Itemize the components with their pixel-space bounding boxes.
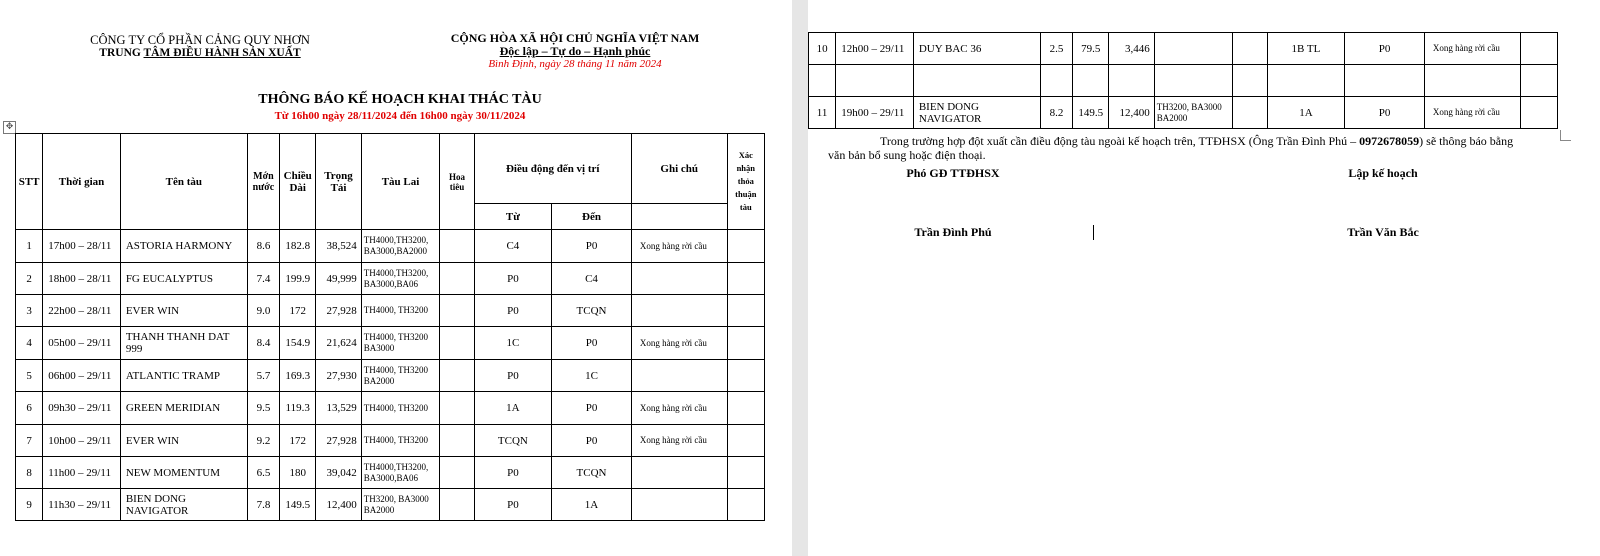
document-page-2 (808, 0, 1600, 556)
place-date: Bình Định, ngày 28 tháng 11 năm 2024 (488, 58, 662, 70)
text-cursor (1093, 225, 1094, 240)
cell-time: 11h00 – 29/11 (43, 457, 121, 489)
cell-ship-name: EVER WIN (120, 425, 247, 457)
cell-to: P0 (1345, 97, 1425, 129)
cell-to (1345, 65, 1425, 97)
cell-length: 182.8 (280, 230, 316, 263)
cell-tonnage: 12,400 (1109, 97, 1154, 129)
signer2-name: Trần Văn Bắc (1347, 225, 1419, 239)
cell-length: 172 (280, 295, 316, 327)
cell-from: C4 (474, 230, 552, 263)
cell-stt: 3 (16, 295, 43, 327)
cell-length: 149.5 (280, 489, 316, 521)
cell-draft: 5.7 (247, 360, 279, 392)
cell-pilot (440, 360, 474, 392)
cell-tonnage: 39,042 (316, 457, 361, 489)
cell-from: P0 (474, 360, 552, 392)
cell-tonnage: 38,524 (316, 230, 361, 263)
cell-ship-name: NEW MOMENTUM (120, 457, 247, 489)
cell-pilot (1233, 65, 1267, 97)
header-draft: Mớn nước (247, 134, 279, 230)
cell-to: P0 (552, 425, 632, 457)
cell-note (631, 295, 727, 327)
company-name: CÔNG TY CỔ PHẦN CẢNG QUY NHƠN (90, 33, 310, 47)
cell-length: 199.9 (280, 263, 316, 295)
header-note-empty (631, 204, 727, 230)
cell-tonnage: 21,624 (316, 327, 361, 360)
cell-ship-name: ATLANTIC TRAMP (120, 360, 247, 392)
header-to: Đến (552, 204, 632, 230)
cell-ship-name: BIEN DONG NAVIGATOR (120, 489, 247, 521)
table-move-handle-icon[interactable]: ✥ (3, 121, 16, 134)
ship-plan-rows-continued (809, 33, 1558, 129)
ship-plan-rows (16, 230, 765, 521)
cell-confirm (727, 230, 764, 263)
cell-length: 180 (280, 457, 316, 489)
national-title: CỘNG HÒA XÃ HỘI CHỦ NGHĨA VIỆT NAM (450, 31, 700, 45)
cell-tug (1154, 33, 1233, 65)
cell-ship-name: DUY BAC 36 (913, 33, 1040, 65)
cell-tonnage: 12,400 (316, 489, 361, 521)
header-length: Chiều Dài (280, 134, 316, 230)
header-stt: STT (16, 134, 43, 230)
cell-draft: 6.5 (247, 457, 279, 489)
cell-note: Xong hàng rời cầu (631, 425, 727, 457)
cell-time: 11h30 – 29/11 (43, 489, 121, 521)
contact-phone: 0972678059 (1359, 134, 1420, 148)
cell-length: 169.3 (280, 360, 316, 392)
footer-note: Trong trường hợp đột xuất cần điều động tàu ngoài kế hoạch trên, TTĐHSX (Ông Trần Đình Phú – 0972678059) sẽ thông báo bằng văn bản bổ sung hoặc điện thoại. (828, 134, 1514, 162)
cell-draft: 9.2 (247, 425, 279, 457)
cell-pilot (1233, 97, 1267, 129)
header-move-to-position: Điều động đến vị trí (474, 134, 631, 204)
cell-confirm (727, 392, 764, 425)
cell-tug (1154, 65, 1233, 97)
cell-time: 10h00 – 29/11 (43, 425, 121, 457)
cell-note: Xong hàng rời cầu (631, 327, 727, 360)
header-from: Từ (474, 204, 552, 230)
cell-stt: 1 (16, 230, 43, 263)
signer1-title: Phó GĐ TTĐHSX (906, 166, 1000, 180)
company-department: TRUNG TÂM ĐIỀU HÀNH SẢN XUẤT (99, 47, 301, 59)
cell-note (631, 263, 727, 295)
cell-length: 149.5 (1073, 97, 1109, 129)
cell-confirm (1520, 33, 1557, 65)
cell-tug: TH4000,TH3200, BA3000,BA2000 (361, 230, 440, 263)
cell-pilot (1233, 33, 1267, 65)
cell-note (631, 457, 727, 489)
cell-to: P0 (552, 392, 632, 425)
signer2-title: Lập kế hoạch (1348, 166, 1418, 180)
cell-length: 172 (280, 425, 316, 457)
table-row (16, 295, 765, 327)
cell-draft: 7.4 (247, 263, 279, 295)
table-row (16, 457, 765, 489)
cell-pilot (440, 230, 474, 263)
cell-draft: 9.5 (247, 392, 279, 425)
table-row (16, 327, 765, 360)
document-title: THÔNG BÁO KẾ HOẠCH KHAI THÁC TÀU (258, 92, 542, 107)
cell-from: P0 (474, 295, 552, 327)
cell-tug: TH4000,TH3200, BA3000,BA06 (361, 457, 440, 489)
cell-stt: 10 (809, 33, 836, 65)
cell-ship-name: EVER WIN (120, 295, 247, 327)
cell-from: 1B TL (1267, 33, 1345, 65)
cell-to: TCQN (552, 295, 632, 327)
cell-tug: TH4000, TH3200 (361, 425, 440, 457)
cell-confirm (727, 295, 764, 327)
header-tonnage: Trọng Tải (316, 134, 361, 230)
cell-pilot (440, 457, 474, 489)
cell-to: P0 (1345, 33, 1425, 65)
cell-time: 05h00 – 29/11 (43, 327, 121, 360)
cell-confirm (727, 425, 764, 457)
cell-tug: TH4000, TH3200 BA3000 (361, 327, 440, 360)
cell-draft: 7.8 (247, 489, 279, 521)
cell-time: 19h00 – 29/11 (836, 97, 914, 129)
header-pilot: Hoa tiêu (440, 134, 474, 230)
cell-note (631, 360, 727, 392)
cell-stt: 4 (16, 327, 43, 360)
cell-confirm (727, 457, 764, 489)
page-corner-mark (1560, 130, 1571, 141)
cell-stt: 2 (16, 263, 43, 295)
cell-stt: 6 (16, 392, 43, 425)
cell-time: 12h00 – 29/11 (836, 33, 914, 65)
cell-confirm (1520, 65, 1557, 97)
cell-to: TCQN (552, 457, 632, 489)
cell-length (1073, 65, 1109, 97)
header-note: Ghi chú (631, 134, 727, 204)
cell-to: 1A (552, 489, 632, 521)
table-row (809, 97, 1558, 129)
cell-draft (1040, 65, 1072, 97)
cell-confirm (727, 327, 764, 360)
cell-note (631, 489, 727, 521)
header-tug: Tàu Lai (361, 134, 440, 230)
cell-length: 119.3 (280, 392, 316, 425)
cell-draft: 8.6 (247, 230, 279, 263)
cell-to: P0 (552, 230, 632, 263)
cell-note: Xong hàng rời cầu (1424, 97, 1520, 129)
cell-from: 1A (1267, 97, 1345, 129)
cell-time: 18h00 – 28/11 (43, 263, 121, 295)
document-page-1 (0, 0, 792, 556)
cell-time: 09h30 – 29/11 (43, 392, 121, 425)
cell-to: C4 (552, 263, 632, 295)
cell-pilot (440, 425, 474, 457)
cell-note (1424, 65, 1520, 97)
cell-tonnage: 49,999 (316, 263, 361, 295)
cell-note: Xong hàng rời cầu (631, 392, 727, 425)
cell-stt: 8 (16, 457, 43, 489)
cell-time: 17h00 – 28/11 (43, 230, 121, 263)
cell-pilot (440, 392, 474, 425)
table-row (16, 263, 765, 295)
cell-stt (809, 65, 836, 97)
national-motto: Độc lập – Tự do – Hạnh phúc (499, 44, 651, 58)
cell-ship-name: ASTORIA HARMONY (120, 230, 247, 263)
national-header (430, 32, 720, 71)
cell-draft: 2.5 (1040, 33, 1072, 65)
cell-stt: 11 (809, 97, 836, 129)
ship-plan-table (15, 133, 765, 521)
cell-tonnage: 27,928 (316, 295, 361, 327)
cell-tonnage: 13,529 (316, 392, 361, 425)
table-row (16, 230, 765, 263)
cell-from: P0 (474, 457, 552, 489)
cell-to: 1C (552, 360, 632, 392)
cell-tug: TH4000,TH3200, BA3000,BA06 (361, 263, 440, 295)
cell-draft: 8.2 (1040, 97, 1072, 129)
cell-to: P0 (552, 327, 632, 360)
cell-length: 79.5 (1073, 33, 1109, 65)
cell-tug: TH3200, BA3000 BA2000 (1154, 97, 1233, 129)
cell-confirm (727, 360, 764, 392)
cell-draft: 9.0 (247, 295, 279, 327)
table-row (16, 489, 765, 521)
company-header (60, 34, 340, 60)
cell-from: 1C (474, 327, 552, 360)
cell-pilot (440, 327, 474, 360)
cell-note: Xong hàng rời cầu (631, 230, 727, 263)
cell-confirm (1520, 97, 1557, 129)
header-time: Thời gian (43, 134, 121, 230)
table-row (809, 33, 1558, 65)
cell-note: Xong hàng rời cầu (1424, 33, 1520, 65)
cell-tug: TH3200, BA3000 BA2000 (361, 489, 440, 521)
table-row (16, 425, 765, 457)
cell-ship-name: GREEN MERIDIAN (120, 392, 247, 425)
cell-ship-name: FG EUCALYPTUS (120, 263, 247, 295)
cell-time: 22h00 – 28/11 (43, 295, 121, 327)
cell-pilot (440, 295, 474, 327)
table-row (16, 360, 765, 392)
cell-stt: 7 (16, 425, 43, 457)
cell-from: P0 (474, 263, 552, 295)
cell-from: P0 (474, 489, 552, 521)
table-row (16, 392, 765, 425)
cell-from (1267, 65, 1345, 97)
cell-confirm (727, 263, 764, 295)
header-ship-name: Tên tàu (120, 134, 247, 230)
cell-pilot (440, 489, 474, 521)
cell-ship-name: THANH THANH DAT 999 (120, 327, 247, 360)
cell-draft: 8.4 (247, 327, 279, 360)
cell-tonnage: 27,928 (316, 425, 361, 457)
cell-time: 06h00 – 29/11 (43, 360, 121, 392)
table-row (809, 65, 1558, 97)
cell-ship-name: BIEN DONG NAVIGATOR (913, 97, 1040, 129)
cell-tonnage: 3,446 (1109, 33, 1154, 65)
cell-tonnage (1109, 65, 1154, 97)
cell-from: 1A (474, 392, 552, 425)
cell-tug: TH4000, TH3200 (361, 295, 440, 327)
cell-tug: TH4000, TH3200 BA2000 (361, 360, 440, 392)
cell-confirm (727, 489, 764, 521)
cell-ship-name (913, 65, 1040, 97)
cell-time (836, 65, 914, 97)
cell-tonnage: 27,930 (316, 360, 361, 392)
cell-stt: 5 (16, 360, 43, 392)
header-confirm: Xác nhận thỏa thuận tàu (727, 134, 764, 230)
cell-length: 154.9 (280, 327, 316, 360)
cell-from: TCQN (474, 425, 552, 457)
cell-stt: 9 (16, 489, 43, 521)
document-period: Từ 16h00 ngày 28/11/2024 đến 16h00 ngày 30/11/2024 (274, 110, 526, 122)
ship-plan-table-continued (808, 32, 1558, 129)
signer1-name: Trần Đình Phú (914, 225, 992, 239)
cell-tug: TH4000, TH3200 (361, 392, 440, 425)
cell-pilot (440, 263, 474, 295)
